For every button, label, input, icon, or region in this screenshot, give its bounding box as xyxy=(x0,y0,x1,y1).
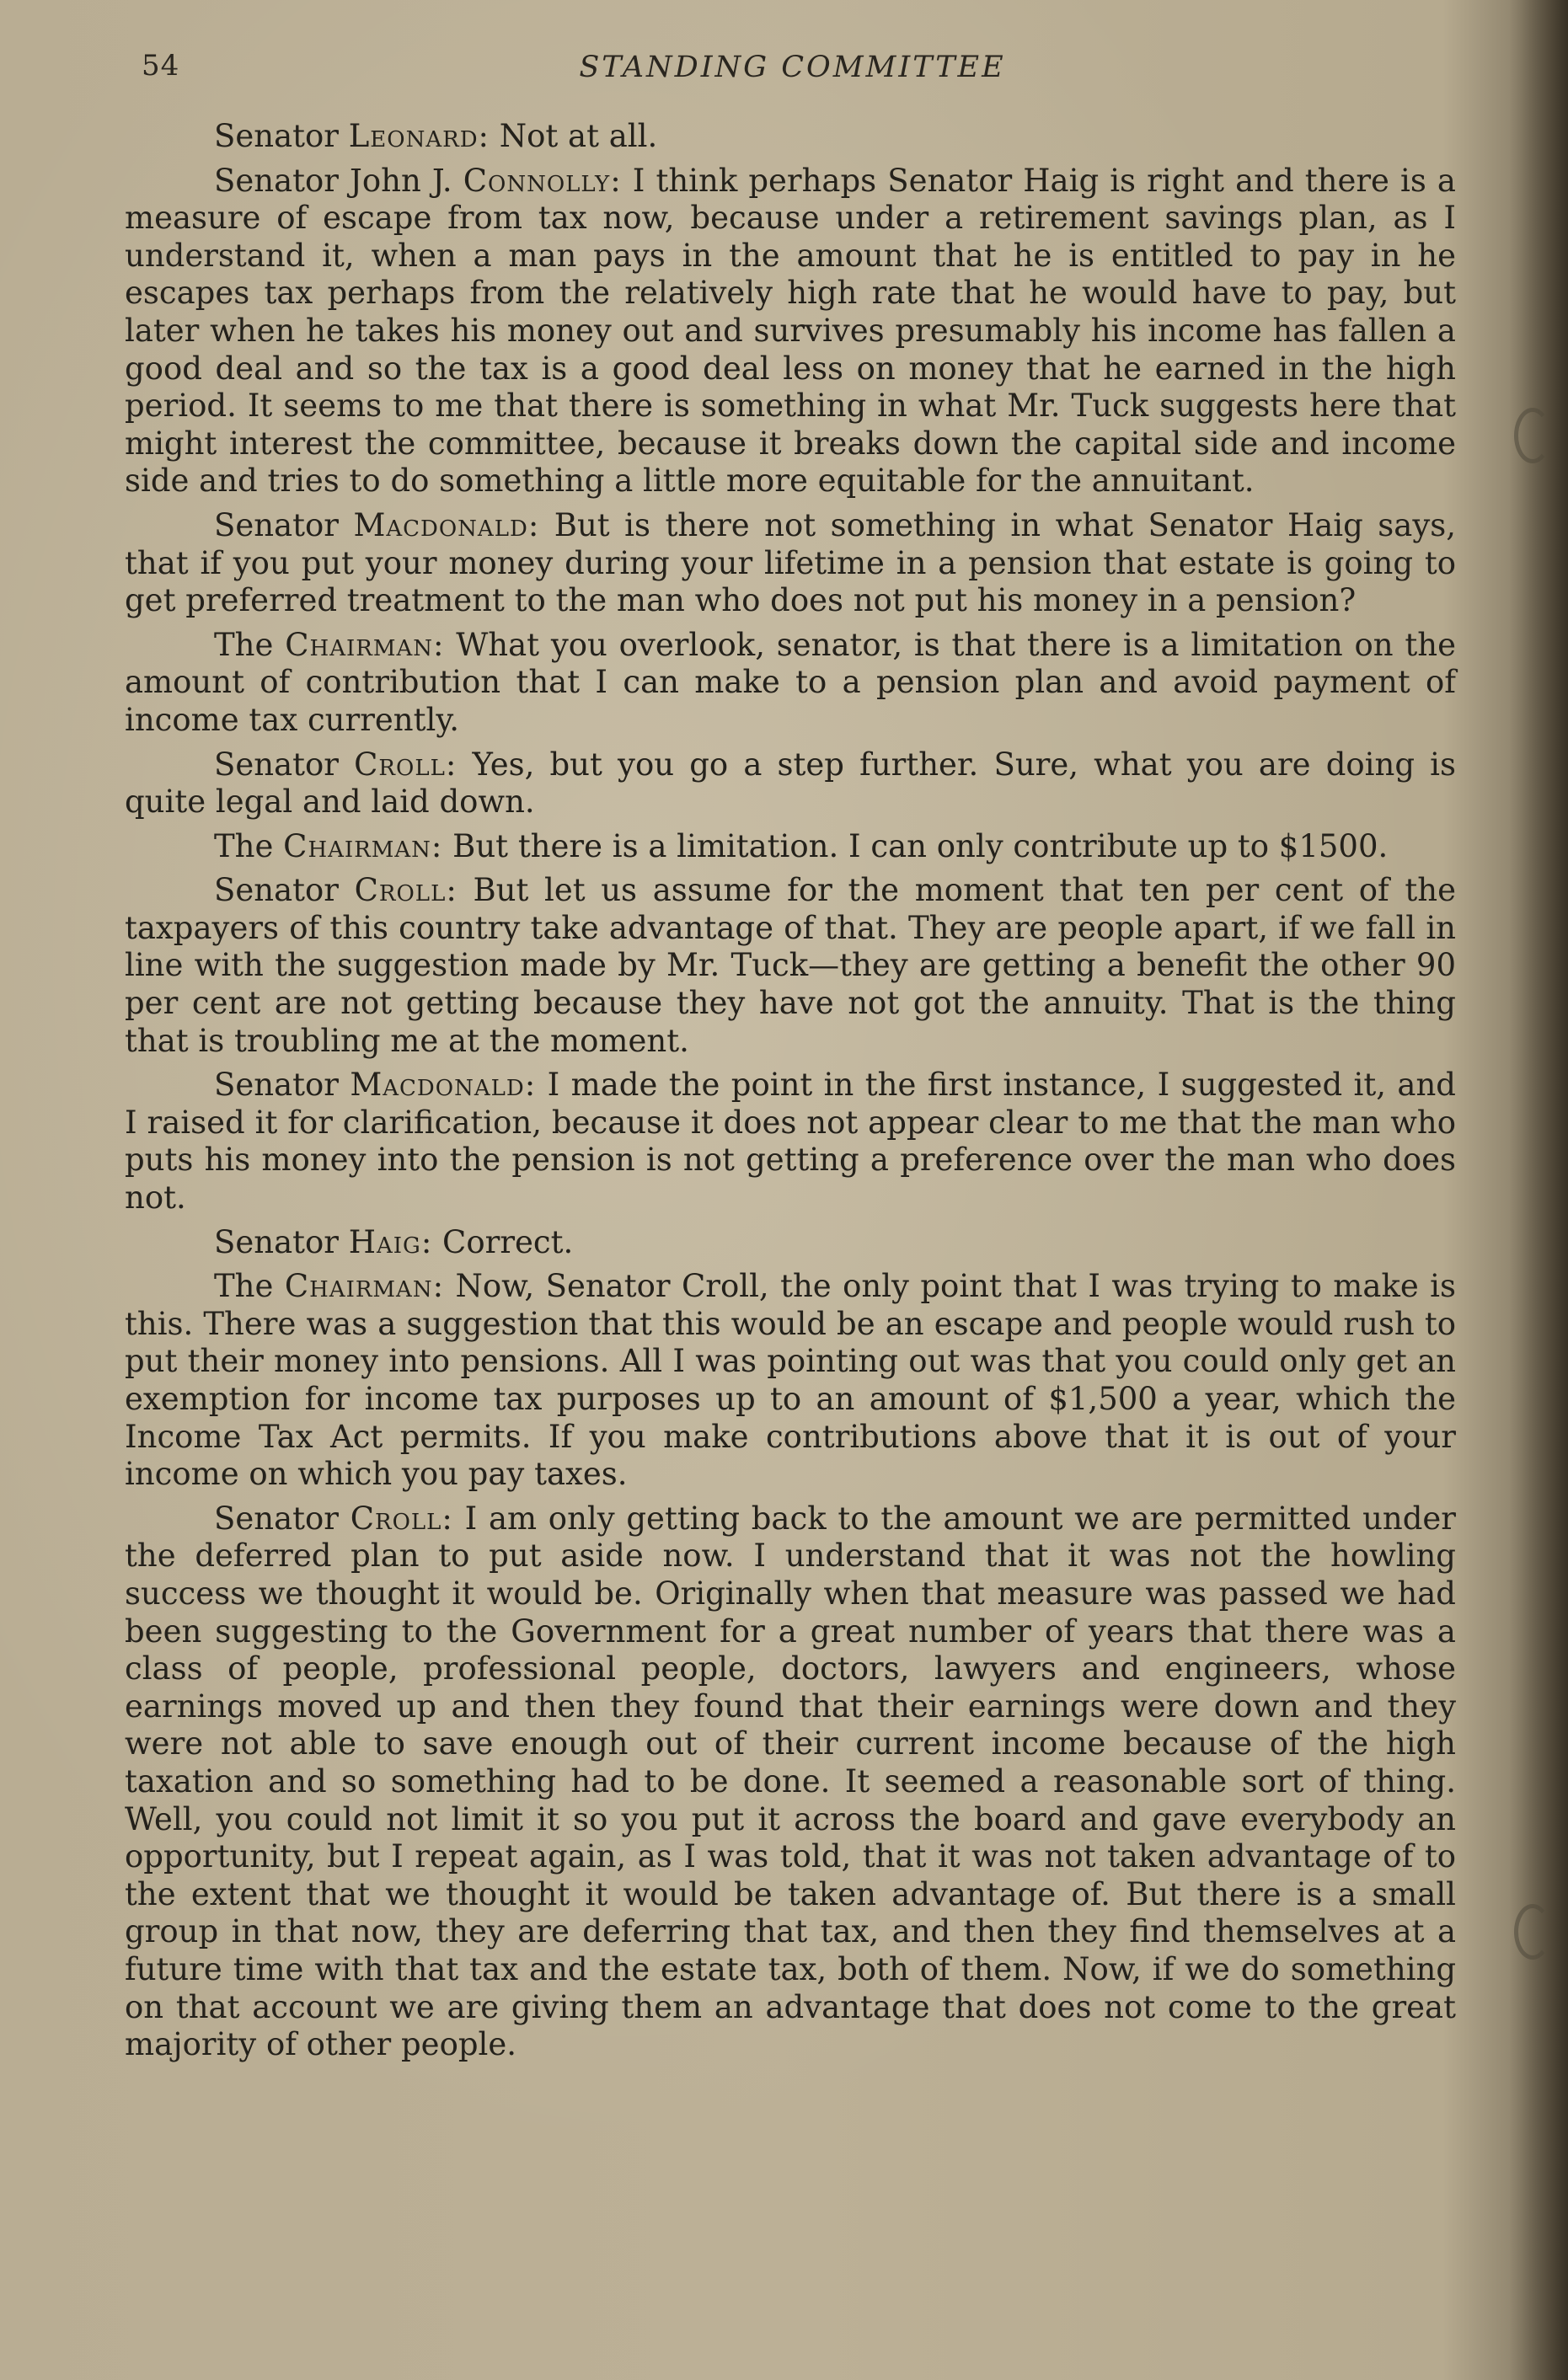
paragraph-text: But there is a limitation. I can only contribute up to $1500. xyxy=(442,827,1389,864)
paragraph-6 xyxy=(125,828,1456,866)
speaker-prefix: Senator xyxy=(214,1500,351,1537)
paragraph-3 xyxy=(125,507,1456,620)
speaker-prefix: Senator xyxy=(214,872,355,909)
speaker-prefix: Senator John J. xyxy=(214,162,463,199)
speaker-name: Chairman: xyxy=(285,626,445,663)
speaker-name: Chairman: xyxy=(283,827,443,864)
speaker-name: Macdonald: xyxy=(350,1067,537,1104)
paragraph-text: I think perhaps Senator Haig is right and there is a measure of escape from tax now, because under a retirement savings plan, as I understand it, when a man pays in the amount that he is entitled to pay in he escapes tax perhaps from the relatively high rate that he would have to pay, but later when he takes his money out and survives presumably his income has fallen a good deal and so the tax is a good deal less on money that he earned in the high period. It seems to me that there is something in what Mr. Tuck suggests here that might interest the committee, because it breaks down the capital side and income side and tries to do something a little more equitable for the annuitant. xyxy=(125,162,1456,500)
speaker-name: Leonard: xyxy=(348,118,490,154)
paragraph-10 xyxy=(125,1268,1456,1494)
paragraph-11 xyxy=(125,1500,1456,2064)
paragraph-text: Now, Senator Croll, the only point that I was trying to make is this. There was a suggestion that this would be an escape and people would rush to put their money into pensions. All I was pointing out was that you could only get an exemption for income tax purposes up to an amount of $1,500 a year, which the Income Tax Act permits. If you make contributions above that it is out of your income on which you pay taxes. xyxy=(125,1268,1456,1493)
paragraph-4 xyxy=(125,627,1456,740)
speaker-prefix: Senator xyxy=(214,506,354,543)
speaker-prefix: The xyxy=(214,1268,285,1305)
speaker-prefix: Senator xyxy=(214,1067,351,1104)
speaker-prefix: Senator xyxy=(214,1223,349,1260)
paragraph-8 xyxy=(125,1067,1456,1217)
speaker-prefix: The xyxy=(214,626,286,663)
speaker-name: Croll: xyxy=(350,1500,453,1537)
paragraph-1: Senator Leonard: Not at all. xyxy=(214,118,658,154)
paragraph-text: Yes, but you go a step further. Sure, what you are doing is quite legal and laid down. xyxy=(125,746,1456,821)
paragraph-2 xyxy=(125,163,1456,500)
paragraph-text: What you overlook, senator, is that there is a limitation on the amount of contribution that I can make to a pension plan and avoid payment of income tax currently. xyxy=(125,626,1457,738)
speaker-prefix: The xyxy=(214,827,284,864)
paragraph-text: Correct. xyxy=(432,1223,574,1260)
page-edge-shadow xyxy=(1509,0,1568,2380)
speaker-prefix: Senator xyxy=(214,746,355,783)
paragraph-5 xyxy=(125,746,1456,821)
page-number: 54 xyxy=(142,49,180,83)
running-head: STANDING COMMITTEE xyxy=(579,51,1006,84)
speaker-name: Croll: xyxy=(354,746,458,783)
paragraph-9 xyxy=(125,1224,1456,1262)
transcript-body xyxy=(125,118,1456,2071)
paragraph-text: Not at all. xyxy=(490,118,658,154)
speaker-name: Haig: xyxy=(348,1223,433,1260)
paragraph-text: I made the point in the first instance, I suggested it, and I raised it for clarification, because it does not appear clear to me that the man who puts his money into the pension is not getting a preference over the man who does not. xyxy=(125,1067,1456,1217)
paragraph-text: But is there not something in what Senator Haig says, that if you put your money during your lifetime in a pension that estate is going to get preferred treatment to the man who does not put his money in a pension? xyxy=(125,506,1456,619)
speaker-name: Connolly: xyxy=(463,162,622,199)
speaker-name: Macdonald: xyxy=(353,506,540,543)
speaker-name: Chairman: xyxy=(284,1268,445,1305)
page-header xyxy=(142,44,1443,94)
paragraph-text: I am only getting back to the amount we are permitted under the deferred plan to put aside now. I understand that it was not the howling success we thought it would be. Originally when that measure was passed we had been suggesting to the Government for a great number of years that there was a class of people, professional people, doctors, lawyers and engineers, whose earnings moved up and then they found that their earnings were down and they were not able to save enough out of their current income because of the high taxation and so something had to be done. It seemed a reasonable sort of thing. Well, you could not limit it so you put it across the board and gave everybody an opportunity, but I repeat again, as I was told, that it was not taken advantage of to the extent that we thought it would be taken advantage of. But there is a small group in that now, they are deferring that tax, and then they find themselves at a future time with that tax and the estate tax, both of them. Now, if we do something on that account we are giving them an advantage that does not come to the great majority of other people. xyxy=(125,1500,1456,2063)
paragraph-text: But let us assume for the moment that ten per cent of the taxpayers of this country take advantage of that. They are people apart, if we fall in line with the suggestion made by Mr. Tuck—they are getting a benefit the other 90 per cent are not getting because they have not got the annuity. That is the thing that is troubling me at the moment. xyxy=(125,872,1456,1059)
speaker-name: Croll: xyxy=(354,872,458,909)
paragraph-7 xyxy=(125,872,1456,1060)
